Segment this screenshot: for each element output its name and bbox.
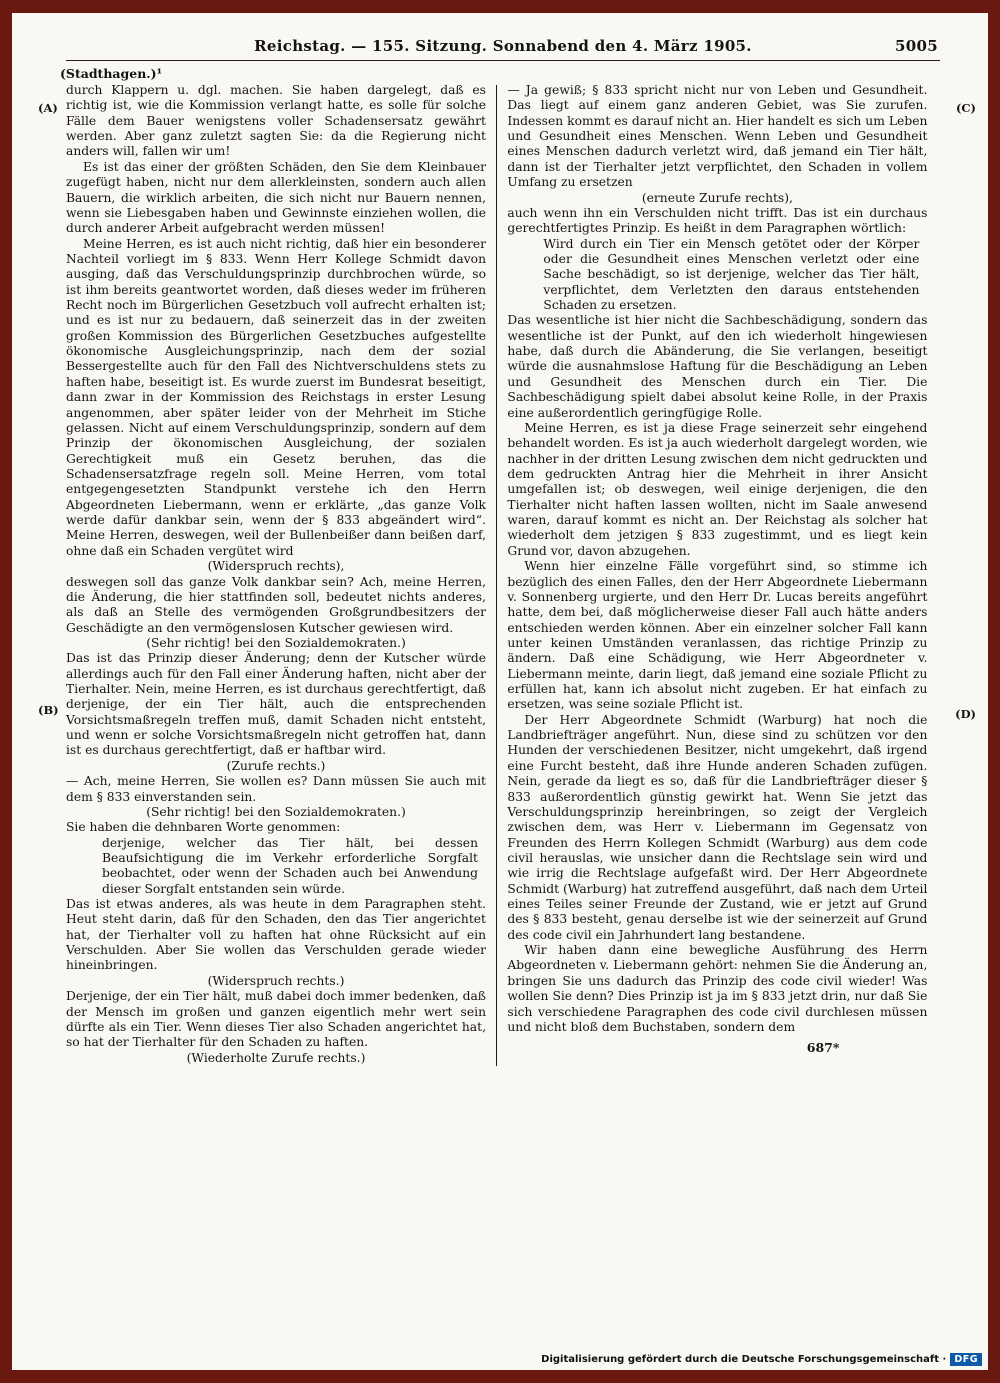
margin-marker-d: (D) xyxy=(955,707,976,721)
margin-marker-a: (A) xyxy=(38,101,58,115)
stage-direction: (Zurufe rechts.) xyxy=(226,758,326,773)
paragraph: Der Herr Abgeordnete Schmidt (Warburg) hat noch die Landbriefträger angeführt. Nun, diese sind zu schützen vor den Hunden der verschiedenen Besitzer, nicht umgekehrt, daß irgend eine Furcht besteht, daß ihre Hunde anderen Schaden zufügen. Nein, gerade da liegt es so, daß für die Landbriefträger dieser § 833 außerordentlich günstig gewirkt hat. Wenn Sie jetzt das Verschuldungsprinzip hereinbringen, so zeigt der Vergleich zwischen dem, was Herr v. Liebermann im Gegensatz von Freunden des Herrn Kollegen Schmidt (Warburg) aus dem code civil herauslas, wie unsicher dann die Rechtslage sein wird und wie irrig die Rechtslage aufgefaßt wird. Der Herr Abgeordnete Schmidt (Warburg) hat zutreffend ausgeführt, daß nach dem Urteil eines Teiles seiner Freunde der Zustand, wie er jetzt auf Grund des § 833 besteht, genau derselbe ist wie der seinerzeit auf Grund des code civil ein Jahrhundert lang bestandene. xyxy=(507,712,928,942)
stage-direction: (erneute Zurufe rechts), xyxy=(641,190,793,205)
block-quote: Wird durch ein Tier ein Mensch getötet oder der Körper oder die Gesundheit eines Menschen verletzt oder eine Sache beschädigt, so ist derjenige, welcher das Tier hält, verpflichtet, dem Verletzten den daraus entstehenden Schaden zu ersetzen. xyxy=(543,236,920,313)
stage-direction: (Sehr richtig! bei den Sozialdemokraten.) xyxy=(146,635,406,650)
paragraph: Wir haben dann eine bewegliche Ausführung des Herrn Abgeordneten v. Liebermann gehört: nehmen Sie die Änderung an, bringen Sie uns dadurch das Prinzip des code civil wieder! Was wollen Sie denn? Dies Prinzip ist ja im § 833 jetzt drin, nur daß Sie sich verschiedene Paragraphen des code civil durchlesen müssen und nicht bloß dem Buchstaben, sondern dem xyxy=(507,943,928,1034)
paragraph: Meine Herren, es ist ja diese Frage seinerzeit sehr eingehend behandelt worden. Es ist ja auch wiederholt dargelegt worden, wie nachher in der dritten Lesung zwischen dem nicht gedruckten und dem gedruckten Antrag hier die Mehrheit in ihrer Ansicht umgefallen ist; ob deswegen, weil einige derjenigen, die den Tierhalter nicht haften lassen wollten, nicht im Saale anwesend waren, darauf kommt es nicht an. Der Reichstag als solcher hat wiederholt dem jetzigen § 833 zugestimmt, und es liegt kein Grund vor, davon abzugehen. xyxy=(507,420,928,558)
paragraph: Das wesentliche ist hier nicht die Sachbeschädigung, sondern das wesentliche ist der Punkt, auf den ich wiederholt hingewiesen habe, daß durch die Abänderung, die Sie verlangen, beseitigt würde die ausnahmslose Haftung für die Beschädigung an Leben und Gesundheit des Menschen durch ein Tier. Die Sachbeschädigung spielt dabei absolut keine Rolle, in der Praxis eine außerordentlich geringfügige Rolle. xyxy=(507,313,928,420)
document-page xyxy=(12,13,988,1370)
text-columns xyxy=(66,83,940,1066)
paragraph: Das ist etwas anderes, als was heute in dem Paragraphen steht. Heut steht darin, daß für den Schaden, den das Tier angerichtet hat, der Tierhalter voll zu haften hat ohne Rücksicht auf ein Verschulden. Aber Sie wollen das Verschulden gerade wieder hineinbringen. xyxy=(66,897,486,973)
left-column xyxy=(66,83,486,1066)
paragraph: — Ja gewiß; § 833 spricht nicht nur von Leben und Gesundheit. Das liegt auf einem ganz anderen Gebiet, was Sie zurufen. Indessen kommt es darauf nicht an. Hier handelt es sich um Leben und Gesundheit eines Menschen. Wenn Leben und Gesundheit eines Menschen dadurch verletzt wird, daß jemand ein Tier hält, dann ist der Tierhalter jetzt verpflichtet, den Schaden in vollem Umfang zu ersetzen xyxy=(507,83,928,190)
catchword-signature-mark: 687* xyxy=(806,1040,840,1056)
paragraph: auch wenn ihn ein Verschulden nicht trifft. Das ist ein durchaus gerechtfertigtes Prinzip. Es heißt in dem Paragraphen wörtlich: xyxy=(507,205,928,236)
dfg-logo: DFG xyxy=(950,1353,982,1366)
paragraph: Sie haben die dehnbaren Worte genommen: xyxy=(66,820,341,835)
paragraph: — Ach, meine Herren, Sie wollen es? Dann müssen Sie auch mit dem § 833 einverstanden sein. xyxy=(66,774,486,804)
header-rule xyxy=(66,60,940,61)
block-quote: derjenige, welcher das Tier hält, bei dessen Beaufsichtigung die im Verkehr erforderliche Sorgfalt beobachtet, oder wenn der Schaden auch bei Anwendung dieser Sorgfalt entstanden sein würde. xyxy=(102,835,478,896)
paragraph: Meine Herren, es ist auch nicht richtig, daß hier ein besonderer Nachteil vorliegt im § 833. Wenn Herr Kollege Schmidt davon ausging, daß das Verschuldungsprinzip durchbrochen würde, so ist ihm bereits geantwortet worden, daß dieses weder im früheren Recht noch im Bürgerlichen Gesetzbuch voll aufrecht erhalten ist; und es ist nur zu bedauern, daß seinerzeit das in der zweiten großen Kommission des Bürgerlichen Gesetzbuches aufgestellte ökonomische Ausgleichungsprinzip, nach dem der sozial Bessergestellte auch für den Fall des Nichtverschuldens stets zu haften habe, beseitigt ist. Es wurde zuerst im Bundesrat beseitigt, dann zwar in der Kommission des Reichstags in erster Lesung angenommen, aber später leider von der Mehrheit im Stiche gelassen. Nicht auf einem Verschuldungsprinzip, sondern auf dem Prinzip der ökonomischen Ausgleichung, der sozialen Gerechtigkeit muß ein Gesetz beruhen, das die Schadensersatzfrage regeln soll. Meine Herren, vom total entgegengesetzten Standpunkt verstehe ich den Herrn Abgeordneten Liebermann, wenn er erklärte, „das ganze Volk werde dafür dankbar sein, wenn der § 833 abgeändert wird“. Meine Herren, deswegen, weil der Bullenbeißer dann beißen darf, ohne daß ein Schaden vergütet wird xyxy=(66,236,486,558)
stage-direction: (Sehr richtig! bei den Sozialdemokraten.) xyxy=(146,804,406,819)
paragraph: Wenn hier einzelne Fälle vorgeführt sind, so stimme ich bezüglich des einen Falles, den der Herr Abgeordnete Liebermann v. Sonnenberg urgierte, und den Herr Dr. Lucas bereits angeführt hatte, dem bei, daß möglicherweise dieser Fall auch hätte anders entschieden werden können. Aber ein einzelner solcher Fall kann unter keinen Umständen veranlassen, das richtige Prinzip zu ändern. Daß eine Schädigung, wie Herr Abgeordneter v. Liebermann meinte, darin liegt, daß jemand eine soziale Pflicht zu erfüllen hat, kann ich absolut nicht zugeben. Er hat einfach zu ersetzen, was seine soziale Pflicht ist. xyxy=(507,559,928,712)
right-column xyxy=(507,83,927,1066)
paragraph: deswegen soll das ganze Volk dankbar sein? Ach, meine Herren, die Änderung, die hier stattfinden soll, bedeutet nichts anderes, als daß an Stelle des vermögenden Großgrundbesitzers der Geschädigte an den vermögenslosen Kutscher gewiesen wird. xyxy=(66,574,486,635)
speaker-continuation-note: (Stadthagen.)¹ xyxy=(60,66,163,81)
stage-direction: (Widerspruch rechts), xyxy=(207,559,345,574)
digitization-footer xyxy=(541,1353,982,1366)
session-title: Reichstag. — 155. Sitzung. Sonnabend den 4. März 1905. xyxy=(254,37,752,55)
page-number: 5005 xyxy=(895,37,938,55)
margin-marker-c: (C) xyxy=(955,101,976,115)
paragraph: Derjenige, der ein Tier hält, muß dabei doch immer bedenken, daß der Mensch im großen und ganzen eigentlich mehr wert sein dürfte als ein Tier. Wenn dieses Tier also Schaden angerichtet hat, so hat der Tierhalter für den Schaden zu haften. xyxy=(66,989,486,1050)
stage-direction: (Widerspruch rechts.) xyxy=(207,973,345,988)
margin-marker-b: (B) xyxy=(38,703,59,717)
digitization-credit-text: Digitalisierung gefördert durch die Deutsche Forschungsgemeinschaft · xyxy=(541,1354,947,1365)
page-header xyxy=(66,37,940,55)
paragraph: Das ist das Prinzip dieser Änderung; denn der Kutscher würde allerdings auch für den Fall einer Änderung haften, nicht aber der Tierhalter. Nein, meine Herren, es ist durchaus gerechtfertigt, daß derjenige, der ein Tier hält, auch die entsprechenden Vorsichtsmaßregeln treffen muß, damit Schaden nicht entsteht, und wenn er solche Vorsichtsmaßregeln nicht getroffen hat, dann ist es durchaus gerechtfertigt, daß er haftbar wird. xyxy=(66,651,486,758)
paragraph: Es ist das einer der größten Schäden, den Sie dem Kleinbauer zugefügt haben, nicht nur dem allerkleinsten, sondern auch allen Bauern, die wirklich arbeiten, die sich nicht nur Bauern nennen, wenn sie Liebesgaben haben und Gewinnste einziehen wollen, die durch anderer Arbeit aufgebracht werden müssen! xyxy=(66,159,486,236)
column-divider-rule xyxy=(496,85,497,1066)
stage-direction: (Wiederholte Zurufe rechts.) xyxy=(186,1050,366,1065)
paragraph: durch Klappern u. dgl. machen. Sie haben dargelegt, daß es richtig ist, wie die Kommission verlangt hatte, es solle für solche Fälle dem Bauer wenigstens voller Schadensersatz gewährt werden. Aber ganz zuletzt sagten Sie: da die Regierung nicht anders will, fallen wir um! xyxy=(66,83,486,159)
